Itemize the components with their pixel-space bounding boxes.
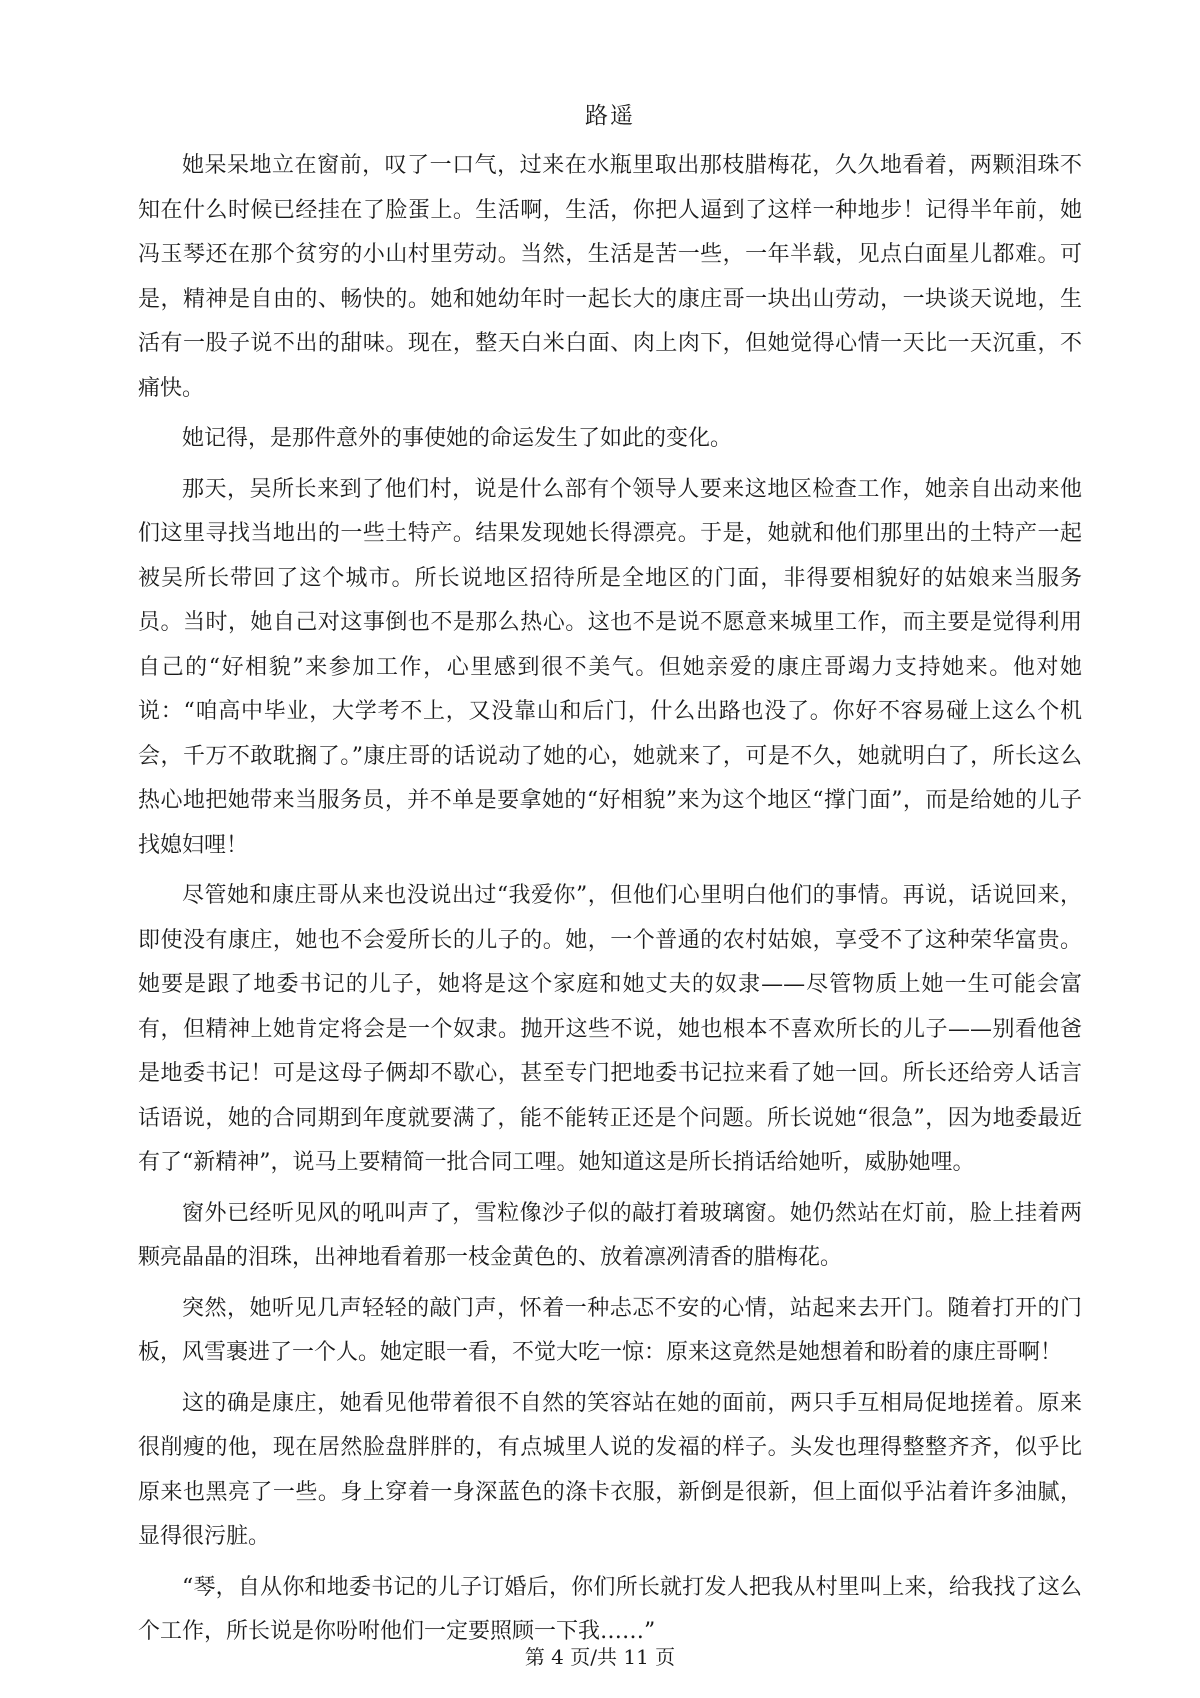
paragraph-7: 这的确是康庄，她看见他带着很不自然的笑容站在她的面前，两只手互相局促地搓着。原来很削瘦的他，现在居然脸盘胖胖的，有点城里人说的发福的样子。头发也理得整整齐齐，似乎比原来也黑亮了一些。身上穿着一身深蓝色的涤卡衣服，新倒是很新，但上面似乎沾着许多油腻，显得很污脏。: [138, 1390, 1082, 1549]
document-title: 路遥: [585, 103, 635, 129]
document-page: [138, 88, 1082, 1655]
paragraph-4: 尽管她和康庄哥从来也没说出过“我爱你”，但他们心里明白他们的事情。再说，话说回来，即使没有康庄，她也不会爱所长的儿子的。她，一个普通的农村姑娘，享受不了这种荣华富贵。她要是跟了地委书记的儿子，她将是这个家庭和她丈夫的奴隶——尽管物质上她一生可能会富有，但精神上她肯定将会是一个奴隶。抛开这些不说，她也根本不喜欢所长的儿子——别看他爸是地委书记！可是这母子俩却不歇心，甚至专门把地委书记拉来看了她一回。所长还给旁人话言话语说，她的合同期到年度就要满了，能不能转正还是个问题。所长说她“很急”，因为地委最近有了“新精神”，说马上要精简一批合同工哩。她知道这是所长捎话给她听，威胁她哩。: [138, 883, 1082, 1175]
page-number-footer: 第 4 页/共 11 页: [524, 1645, 676, 1669]
paragraph-2: 她记得，是那件意外的事使她的命运发生了如此的变化。: [182, 426, 733, 451]
paragraph-3: 那天，吴所长来到了他们村，说是什么部有个领导人要来这地区检查工作，她亲自出动来他们这里寻找当地出的一些土特产。结果发现她长得漂亮。于是，她就和他们那里出的土特产一起被吴所长带回了这个城市。所长说地区招待所是全地区的门面，非得要相貌好的姑娘来当服务员。当时，她自己对这事倒也不是那么热心。这也不是说不愿意来城里工作，而主要是觉得利用自己的“好相貌”来参加工作，心里感到很不美气。但她亲爱的康庄哥竭力支持她来。他对她说：“咱高中毕业，大学考不上，又没靠山和后门，什么出路也没了。你好不容易碰上这么个机会，千万不敢耽搁了。”康庄哥的话说动了她的心，她就来了，可是不久，她就明白了，所长这么热心地把她带来当服务员，并不单是要拿她的“好相貌”来为这个地区“撑门面”，而是给她的儿子找媳妇哩！: [138, 476, 1082, 858]
paragraph-5: 窗外已经听见风的吼叫声了，雪粒像沙子似的敲打着玻璃窗。她仍然站在灯前，脸上挂着两颗亮晶晶的泪珠，出神地看着那一枝金黄色的、放着凛冽清香的腊梅花。: [138, 1200, 1082, 1270]
paragraph-1: 她呆呆地立在窗前，叹了一口气，过来在水瓶里取出那枝腊梅花，久久地看着，两颗泪珠不知在什么时候已经挂在了脸蛋上。生活啊，生活，你把人逼到了这样一种地步！记得半年前，她冯玉琴还在那个贫穷的小山村里劳动。当然，生活是苦一些，一年半载，见点白面星儿都难。可是，精神是自由的、畅快的。她和她幼年时一起长大的康庄哥一块出山劳动，一块谈天说地，生活有一股子说不出的甜味。现在，整天白米白面、肉上肉下，但她觉得心情一天比一天沉重，不痛快。: [138, 153, 1082, 401]
paragraph-6: 突然，她听见几声轻轻的敲门声，怀着一种忐忑不安的心情，站起来去开门。随着打开的门板，风雪裹进了一个人。她定眼一看，不觉大吃一惊：原来这竟然是她想着和盼着的康庄哥啊！: [138, 1295, 1082, 1365]
paragraph-8: “琴，自从你和地委书记的儿子订婚后，你们所长就打发人把我从村里叫上来，给我找了这么个工作，所长说是你吩咐他们一定要照顾一下我……”: [138, 1574, 1082, 1644]
